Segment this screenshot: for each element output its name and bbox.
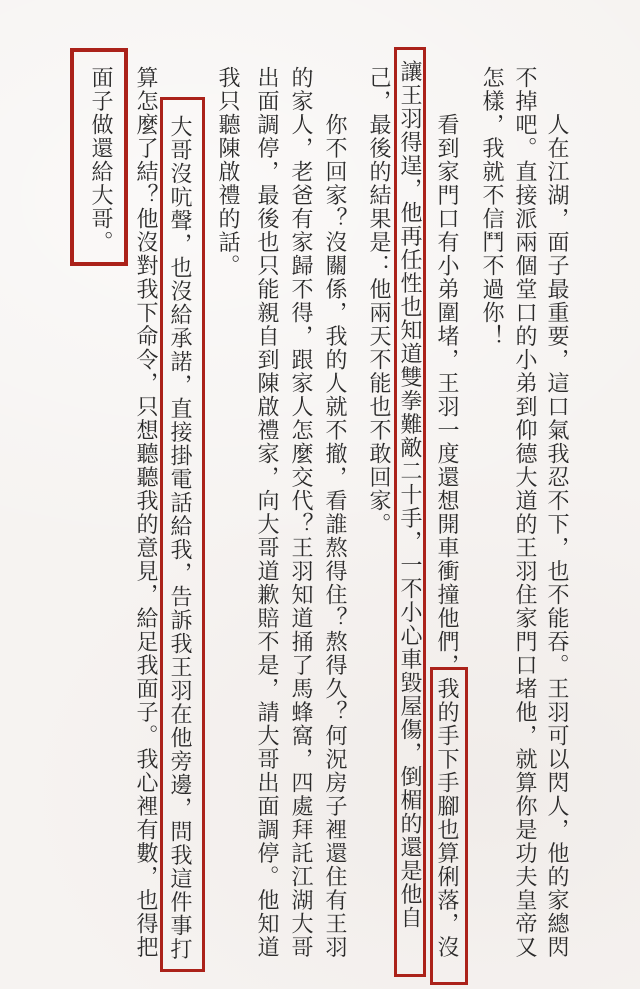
text-column: 的家人，老爸有家歸不得，跟家人怎麼交代？王羽知道捅了馬蜂窩，四處拜託江湖大哥 <box>289 66 314 959</box>
text-column: 我只聽陳啟禮的話。 <box>216 66 241 278</box>
text-column: 算怎麼了結？他沒對我下命令，只想聽聽我的意見，給足我面子。我心裡有數，也得把 <box>134 66 159 959</box>
text-column: 你不回家？沒關係，我的人就不撤，看誰熬得住？熬得久？何況房子裡還住有王羽 <box>323 113 348 959</box>
text-column: 人在江湖，面子最重要，這口氣我忍不下，也不能吞。王羽可以閃人，他的家總閃 <box>545 113 570 959</box>
text-column: 看到家門口有小弟圍堵，王羽一度還想開車衝撞他們，我的手下手腳也算俐落，沒 <box>435 113 460 959</box>
text-column: 出面調停，最後也只能親自到陳啟禮家，向大哥道歉賠不是，請大哥出面調停。他知道 <box>255 66 280 959</box>
text-column: 讓王羽得逞，他再任性也知道雙拳難敵二十手，一不小心車毀屋傷，倒楣的還是他自 <box>398 60 423 930</box>
text-column: 大哥沒吭聲，也沒給承諾，直接掛電話給我，告訴我王羽在他旁邊，問我這件事打 <box>168 115 193 961</box>
text-column: 怎樣，我就不信鬥不過你！ <box>480 66 505 348</box>
text-column: 己，最後的結果是：他兩天不能也不敢回家。 <box>367 66 392 536</box>
text-column: 面子做還給大哥。 <box>89 66 114 254</box>
text-column: 不掉吧。直接派兩個堂口的小弟到仰德大道的王羽住家門口堵他，就算你是功夫皇帝又 <box>513 66 538 959</box>
